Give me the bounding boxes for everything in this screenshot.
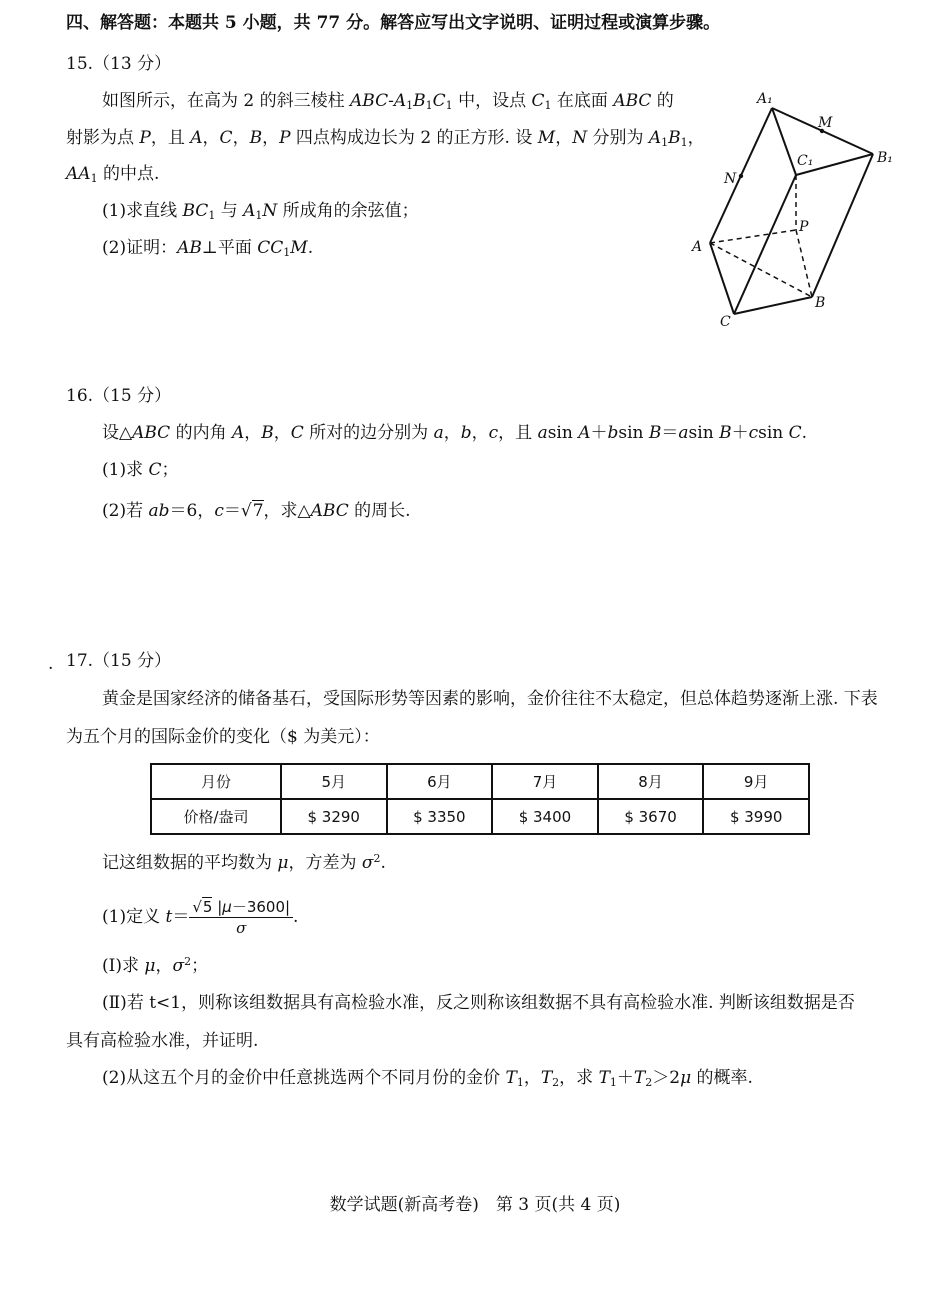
label-c: C [720,314,731,330]
q17-sub2: (Ⅱ)若 t<1，则称该组数据具有高检验水准，反之则称该组数据不具有高检验水准. 判断该组数据是否 [102,993,855,1013]
table-cell: $ 3290 [281,799,387,834]
table-header-row [151,764,809,799]
q17-intro-line1: 黄金是国家经济的储备基石，受国际形势等因素的影响，金价往往不太稳定，但总体趋势逐渐上涨. 下表 [102,689,878,709]
q17-sub2-cont: 具有高检验水准，并证明. [66,1031,259,1051]
label-c1: C₁ [797,153,814,169]
label-p: P [799,219,809,235]
q17-dot: . [48,654,54,674]
table-cell: 6月 [387,764,493,799]
label-a1: A₁ [757,91,773,107]
table-cell: $ 3990 [703,799,809,834]
q17-sub1: (Ⅰ)求 μ，$\sigma^2$； [102,955,209,976]
table-cell: 7月 [492,764,598,799]
q16-part2: (2)若 ab＝6，c＝√7，求△ABC 的周长. [102,501,411,521]
q15-part1: (1)求直线 $BC_1$ 与 $A_1N$ 所成角的余弦值； [102,201,419,222]
table-cell: 5月 [281,764,387,799]
page-footer: 数学试题(新高考卷) 第 3 页(共 4 页) [329,1195,621,1215]
q16-number: 16.（15 分） [66,386,172,406]
table-cell: 8月 [598,764,704,799]
q15-line1: 如图所示，在高为 2 的斜三棱柱 ABC-$A_1B_1C_1$ 中，设点 $C_1$ 在底面 ABC 的 [102,91,674,112]
q15-line2: 射影为点 P，且 A，C，B，P 四点构成边长为 2 的正方形. 设 M，N 分别为 $A_1B_1$， [66,128,705,149]
q17-definition: (1)定义 t＝ $\frac{√5 |\mu-3600|}{\sigma}$ . [102,898,299,937]
q16-stem: 设△ABC 的内角 A，B，C 所对的边分别为 a，b，c，且 asin A＋bsin B＝asin B＋csin C. [102,423,808,443]
label-b: B [815,295,826,311]
table-cell: $ 3400 [492,799,598,834]
q15-line3: $AA_1$ 的中点. [66,164,160,185]
label-m: M [818,115,833,131]
q15-number: 15.（13 分） [66,54,172,74]
table-cell: $ 3670 [598,799,704,834]
q15-part2: (2)证明：AB⊥平面 $CC_1M$. [102,238,314,259]
prism-diagram [680,80,920,340]
table-cell: 价格/盎司 [151,799,281,834]
label-a: A [692,239,703,255]
table-cell: $ 3350 [387,799,493,834]
label-n: N [724,171,737,187]
table-row [151,799,809,834]
q17-note: 记这组数据的平均数为 μ，方差为 $\sigma^2$. [102,852,386,873]
q17-intro-line2: 为五个月的国际金价的变化（$ 为美元）： [66,727,380,747]
table-cell: 月份 [151,764,281,799]
label-b1: B₁ [877,150,893,166]
table-cell: 9月 [703,764,809,799]
q17-part2: (2)从这五个月的金价中任意挑选两个不同月份的金价 $T_1$，$T_2$，求 $T_1+T_2>2\mu$ 的概率. [102,1068,753,1089]
q17-number: 17.（15 分） [66,651,172,671]
gold-price-table [150,763,810,835]
section-header: 四、解答题：本题共 5 小题，共 77 分。解答应写出文字说明、证明过程或演算步骤。 [66,13,721,33]
q16-part1: (1)求 C； [102,460,179,480]
